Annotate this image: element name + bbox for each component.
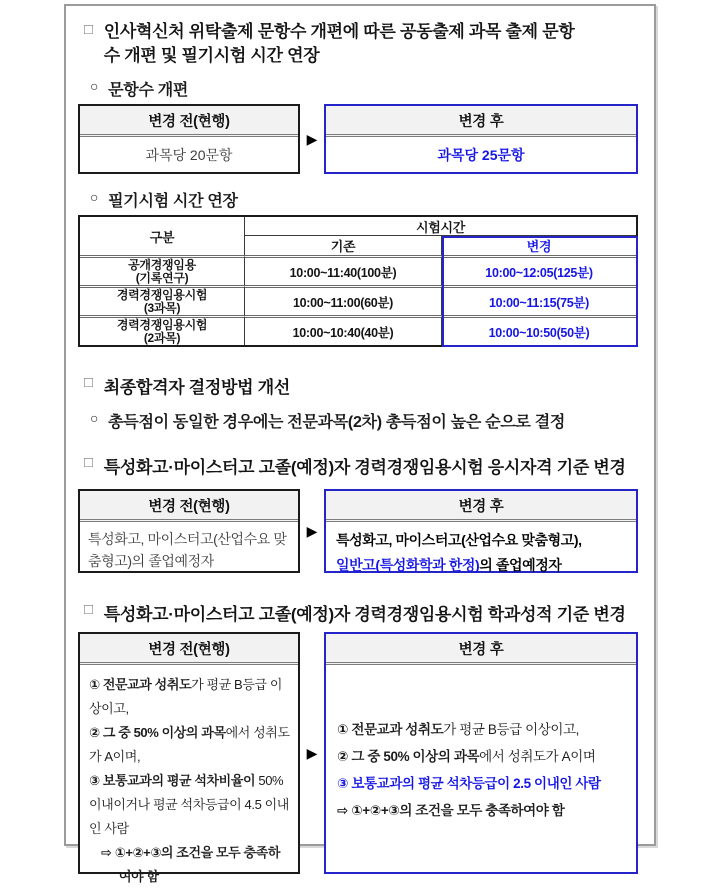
subsection-question-count (90, 77, 638, 100)
after-header: 변경 후 (326, 634, 636, 665)
category-subline: (기록연구) (135, 270, 189, 285)
title-line-2: 수 개편 및 필기시험 시간 연장 (103, 46, 320, 65)
criteria-item-3-changed (337, 770, 630, 797)
document-frame (64, 4, 656, 884)
title-line-1: 인사혁신처 위탁출제 문항수 개편에 따른 공동출제 과목 출제 문항 (103, 22, 575, 41)
category-subline: (2과목) (143, 330, 181, 345)
table-cell-before: 10:00~11:40(100분) (245, 255, 442, 285)
before-header: 변경 전(현행) (80, 106, 298, 137)
compare-eligibility (78, 489, 638, 573)
table-cell-after: 10:00~12:05(125분) (442, 255, 636, 285)
subsection-title-text: 필기시험 시간 연장 (108, 193, 238, 210)
category-subline: (3과목) (143, 300, 181, 315)
section-title-eligibility (84, 453, 638, 478)
highlighted-change-text: 일반고(특성화학과 한정) (336, 557, 480, 573)
after-line-1: 특성화고, 마이스터고(산업수요 맞춤형고), (336, 532, 582, 548)
table-cell-before: 10:00~11:00(60분) (245, 285, 442, 315)
criteria-item-2 (89, 721, 292, 769)
after-line-2 (336, 553, 630, 578)
table-row-category (80, 285, 245, 315)
item-bold-text: 보통교과의 평균 석차비율이 (102, 773, 256, 788)
category-line: 경력경쟁임용시험 (116, 287, 208, 302)
circle-bullet-icon: ○ (90, 78, 99, 94)
section-title-text: 특성화고·마이스터고 고졸(예정)자 경력경쟁임용시험 응시자격 기준 변경 (103, 458, 626, 477)
section-title-final-pass (84, 373, 638, 398)
before-header: 변경 전(현행) (80, 491, 298, 522)
section-title-text: 특성화고·마이스터고 고졸(예정)자 경력경쟁임용시험 학과성적 기준 변경 (103, 605, 626, 624)
table-cell-before: 10:00~10:40(40분) (245, 315, 442, 345)
section-title-grade-criteria (84, 600, 638, 625)
before-body: 과목당 20문항 (145, 146, 233, 163)
compare-question-count (78, 104, 638, 174)
compare-grade-criteria (78, 632, 638, 884)
item-rest-text: 에서 성취도가 A이며, (89, 725, 290, 764)
item-number: ③ (337, 775, 349, 791)
arrow-right-icon: ▶ (306, 130, 318, 147)
table-cell-after: 10:00~11:15(75분) (442, 285, 636, 315)
table-cell-after: 10:00~10:50(50분) (442, 315, 636, 345)
col-header-exam-time: 시험시간 (245, 217, 636, 236)
before-box (78, 632, 300, 884)
item-number: ① (89, 677, 100, 692)
subsection-tie-break (90, 409, 638, 432)
criteria-item-1 (89, 673, 292, 721)
col-header-after: 변경 (526, 239, 552, 254)
square-bullet-icon: □ (84, 374, 93, 391)
section-title-exam-reform (84, 20, 638, 68)
exam-time-table (78, 215, 638, 347)
square-bullet-icon: □ (84, 454, 93, 471)
item-rest-text: 가 평균 B등급 이상이고, (89, 677, 283, 716)
after-body: 과목당 25문항 (437, 146, 525, 163)
highlighted-change-text: 보통교과의 평균 석차등급이 2.5 이내인 사람 (351, 775, 601, 791)
square-bullet-icon: □ (84, 601, 93, 618)
arrow-right-icon: ▶ (306, 744, 318, 761)
condition-note (337, 797, 630, 824)
after-body (326, 665, 636, 872)
circle-bullet-icon: ○ (90, 410, 99, 426)
item-number: ① (337, 721, 349, 737)
item-rest-text: 50% 이내이거나 평균 석차등급이 4.5 이내인 사람 (89, 773, 289, 836)
table-row-category (80, 315, 245, 345)
criteria-item-2 (337, 743, 630, 770)
table-row-category (80, 255, 245, 285)
circle-bullet-icon: ○ (90, 189, 99, 205)
before-box (78, 104, 300, 174)
item-bold-text: 전문교과 성취도 (102, 677, 192, 692)
col-header-before: 기존 (245, 236, 442, 255)
item-bold-text: 그 중 50% 이상의 과목 (102, 725, 226, 740)
after-box (324, 104, 638, 174)
item-rest-text: 가 평균 B등급 이상이고, (443, 721, 580, 737)
category-line: 공개경쟁임용 (128, 257, 196, 272)
arrow-right-icon: ▶ (306, 522, 318, 539)
before-body (80, 665, 298, 895)
item-rest-text: 에서 성취도가 A이며 (479, 748, 596, 764)
criteria-item-3 (89, 769, 292, 841)
note-text: ①+②+③의 조건을 모두 충족하여야 함 (351, 802, 565, 818)
subsection-title-text: 문항수 개편 (108, 82, 189, 99)
category-line: 경력경쟁임용시험 (116, 317, 208, 332)
after-box (324, 489, 638, 573)
after-header: 변경 후 (326, 491, 636, 522)
item-bold-text: 전문교과 성취도 (351, 721, 444, 737)
item-number: ③ (89, 773, 100, 788)
before-header: 변경 전(현행) (80, 634, 298, 665)
item-number: ② (337, 748, 349, 764)
before-body: 특성화고, 마이스터고(산업수요 맞춤형고)의 졸업예정자 (88, 531, 287, 569)
condition-note (89, 841, 292, 889)
square-bullet-icon: □ (84, 21, 93, 38)
subsection-exam-time (90, 188, 638, 211)
rightwards-arrow-icon: ⇨ (337, 802, 348, 818)
section-title-text (104, 20, 575, 68)
subsection-title-text: 총득점이 동일한 경우에는 전문과목(2차) 총득점이 높은 순으로 결정 (108, 414, 566, 431)
criteria-item-1 (337, 716, 630, 743)
rightwards-arrow-icon: ⇨ (101, 845, 112, 860)
item-number: ② (89, 725, 100, 740)
before-box (78, 489, 300, 573)
after-box (324, 632, 638, 874)
item-bold-text: 그 중 50% 이상의 과목 (351, 748, 480, 764)
section-title-text: 최종합격자 결정방법 개선 (103, 378, 290, 397)
note-text: ①+②+③의 조건을 모두 충족하여야 함 (114, 845, 280, 884)
after-body (326, 522, 636, 584)
after-header: 변경 후 (326, 106, 636, 137)
after-line-tail: 의 졸업예정자 (479, 557, 562, 573)
col-header-category: 구분 (80, 217, 245, 255)
